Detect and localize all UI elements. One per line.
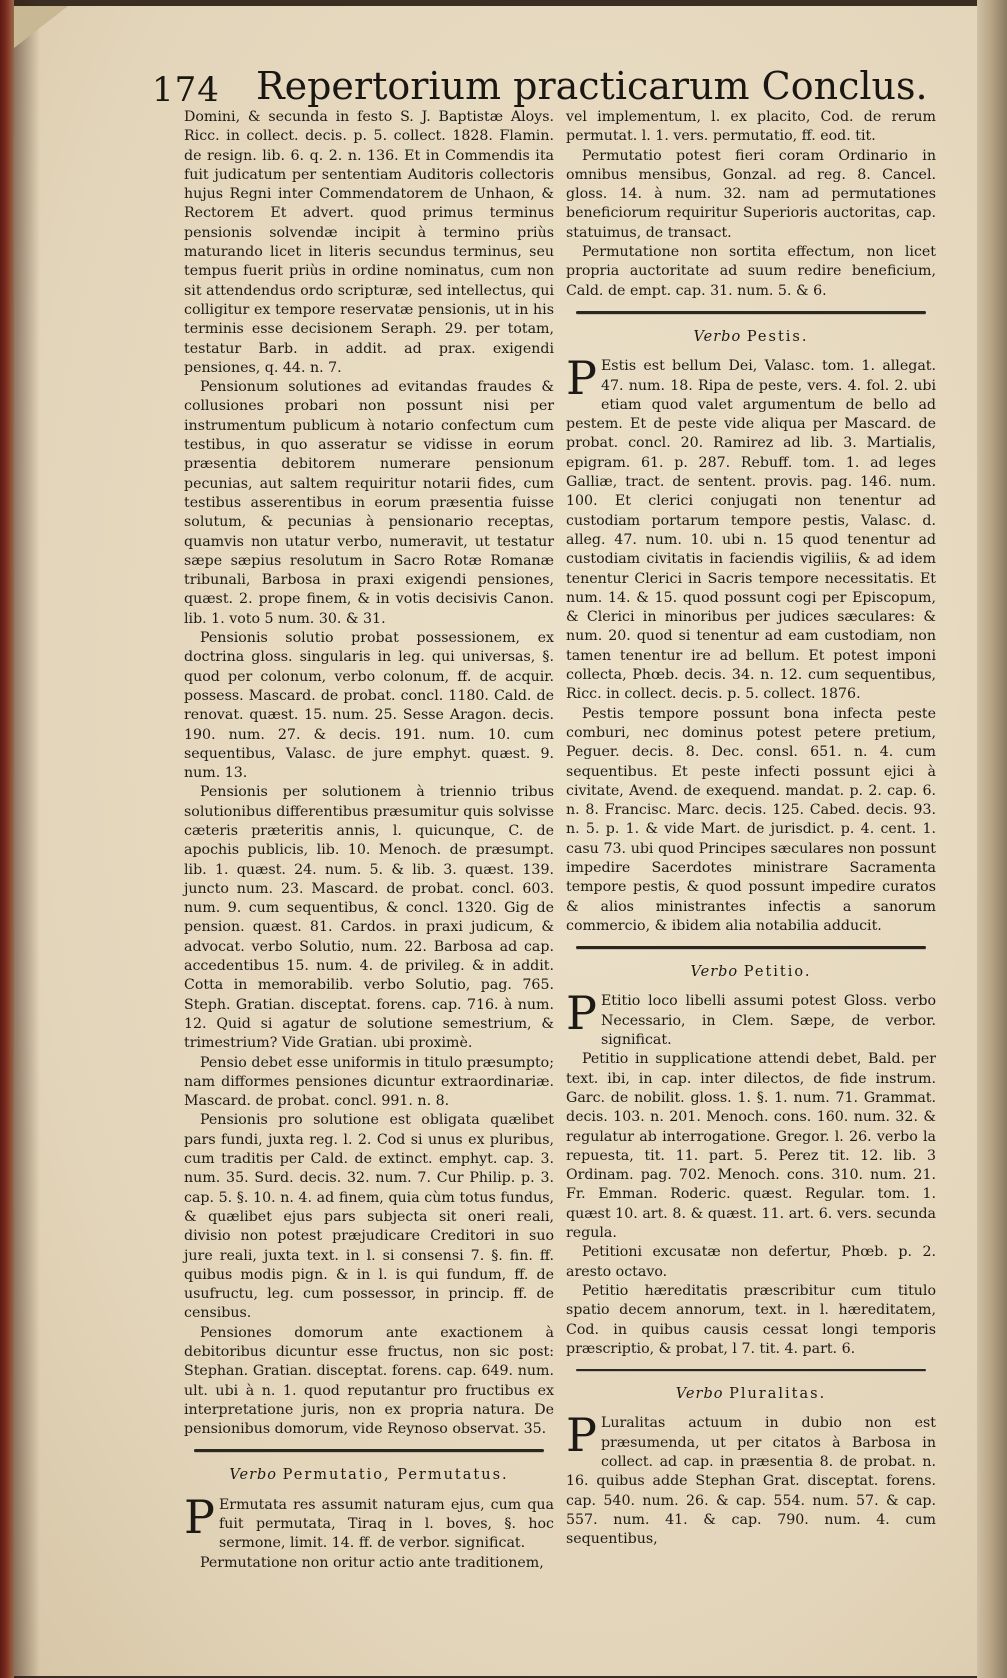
drop-cap: P xyxy=(566,351,597,406)
body-paragraph: Pensionis solutio probat possessionem, ex doctrina gloss. singularis in leg. qui universas, §. quod per colonum, verbo colonum, ff. de acquir. possess. Mascard. de probat. concl. 1180. Cald. de renovat. quæst. 15. num. 25. Sesse Aragon. decis. 190. num. 27. & decis. 191. num. 10. cum sequentibus, Valasc. de jure emphyt. quæst. 9. num. 13. xyxy=(184,630,554,782)
left-column xyxy=(184,108,554,1573)
section-heading-term: Pestis. xyxy=(746,328,809,345)
body-paragraph: Petitio hæreditatis præscribitur cum titulo spatio decem annorum, text. in l. hæreditatem, Cod. in quibus causis cessat longi temporis præscriptio, & probat, l 7. tit. 4. part. 6. xyxy=(566,1282,936,1357)
body-paragraph: Permutatione non oritur actio ante traditionem, xyxy=(200,1554,544,1571)
section-heading-term: Pluralitas. xyxy=(729,1386,827,1403)
paragraph-text: Etitio loco libelli assumi potest Gloss. verbo Necessario, in Clem. Sæpe, de verbor. significat. xyxy=(600,993,936,1049)
paragraph-text: Estis est bellum Dei, Valasc. tom. 1. allegat. 47. num. 18. Ripa de peste, vers. 4. fol. 2. ubi etiam quod valet argumentum de bello ad pestem. Et de peste vide aliqua per Mascard. de probat. concl. 20. Ramirez ad lib. 3. Martialis, epigram. 61. p. 287. Rebuff. tom. 1. ad leges Galliæ, tract. de sentent. provis. pag. 146. num. 100. Et clerici conjugati non tenentur ad custodiam portarum tempore pestis, Valasc. d. alleg. 47. num. 10. ubi n. 15 quod tenentur ad custodiam civitatis in faciendis vigiliis, & ad idem tenentur Clerici in Sacris tempore necessitatis. Et num. 14. & 15. quod possunt cogi per Episcopum, & Clerici in minoribus per judices sæculares: & num. 20. quod si tenentur ad eam custodiam, non tamen tenentur ire ad bellum. Et potest imponi collecta, Phœb. decis. 34. n. 12. cum sequentibus, Ricc. in collect. decis. p. 5. collect. 1876. xyxy=(566,358,936,703)
body-paragraph: Pensiones domorum ante exactionem à debitoribus dicuntur esse fructus, non sic post: Stephan. Gratian. disceptat. forens. cap. 649. num. ult. ubi à n. 1. quod reputantur pro fructibus ex interpretatione juris, non ex propria natura. De pensionibus domorum, vide Reynoso observat. 35. xyxy=(184,1324,554,1438)
section-first-paragraph xyxy=(566,986,936,1050)
body-paragraph: Pensio debet esse uniformis in titulo præsumpto; nam difformes pensiones dicuntur extraordinariæ. Mascard. de probat. concl. 991. n. 8. xyxy=(184,1054,554,1110)
section-heading-prefix: Verbo xyxy=(690,964,739,981)
body-paragraph: Pensionum solutiones ad evitandas fraudes & collusiones probari non possunt nisi per instrumentum publicum à notario confectum cum testibus, in quo asseratur se vidisse in eorum præsentia debitorem numerare pensionum pecunias, aut saltem requiritur notarii fides, cum testibus asserentibus in eorum præsentia fuisse solutum, & pecunias à pensionario receptas, quamvis non utatur verbo, numeravit, ut testatur sæpe sæpius resolutum in Sacro Rotæ Romanæ tribunali, Barbosa in praxi exigendi pensiones, quæst. 2. prope finem, & in votis decisivis Canon. lib. 1. voto 5 num. 30. & 31. xyxy=(184,379,554,627)
body-paragraph: Pensionis pro solutione est obligata quælibet pars fundi, juxta reg. l. 2. Cod si unus ex pluribus, cum traditis per Cald. de extinct. emphyt. cap. 3. num. 35. Surd. decis. 32. num. 7. Cur Philip. p. 3. cap. 5. §. 10. n. 4. ad finem, quia cùm totus fundus, & quælibet ejus pars subjecta sit oneri reali, divisio non potest præjudicare Creditori in suo jure reali, juxta text. in l. si consensi 7. §. fin. ff. quibus modis pign. & in l. is qui fundum, ff. de usufructu, leg. cum possessor, in princip. ff. de censibus. xyxy=(184,1112,554,1322)
folded-corner xyxy=(14,6,68,48)
section-first-paragraph xyxy=(566,351,936,704)
page-header xyxy=(152,62,952,112)
running-title: Repertorium practicarum Conclus. xyxy=(256,64,928,108)
section-heading-pluralitas xyxy=(566,1385,936,1404)
page-stack-edge xyxy=(977,0,1007,1678)
body-paragraph: Petitioni excusatæ non defertur, Phœb. p. 2. aresto octavo. xyxy=(566,1244,936,1280)
drop-cap: P xyxy=(566,986,597,1041)
body-paragraph: Petitio in supplicatione attendi debet, Bald. per text. ibi, in cap. inter dilectos, de fide instrum. Garc. de nobilit. gloss. 1. §. 1. num. 71. Grammat. decis. 103. n. 201. Menoch. cons. 160. num. 32. & regulatur ab interrogatione. Gregor. l. 26. verbo la repuesta, tit. 11. part. 5. Perez tit. 12. lib. 3 Ordinam. pag. 702. Menoch. cons. 310. num. 21. Fr. Emman. Roderic. quæst. Regular. tom. 1. quæst 10. art. 8. & quæst. 11. art. 6. vers. secunda regula. xyxy=(566,1051,936,1242)
section-heading-prefix: Verbo xyxy=(229,1467,278,1484)
section-heading-permutatio xyxy=(184,1466,554,1485)
body-paragraph: Pestis tempore possunt bona infecta peste comburi, nec dominus potest petere pretium, Peguer. decis. 8. Dec. consl. 651. n. 4. cum sequentibus. Et peste infecti possunt ejici à civitate, Avend. de exequend. mandat. p. 2. cap. 6. n. 8. Francisc. Marc. decis. 125. Cabed. decis. 93. n. 5. p. 1. & vide Mart. de jurisdict. p. 4. cent. 1. casu 73. ubi quod Principes sæculares non possunt impedire Sacerdotes ministrare Sacramenta tempore pestis, & quod possunt impedire curatos & alios ministrantes infectis a sanorum commercio, & ibidem alia notabilia adducit. xyxy=(566,705,936,934)
section-divider xyxy=(194,1449,544,1452)
section-first-paragraph xyxy=(184,1489,554,1554)
body-paragraph: vel implementum, l. ex placito, Cod. de rerum permutat. l. 1. vers. permutatio, ff. eod. tit. xyxy=(566,109,936,145)
section-first-paragraph xyxy=(566,1408,936,1549)
section-heading-term: Permutatio, Permutatus. xyxy=(282,1467,509,1484)
section-heading-prefix: Verbo xyxy=(675,1386,724,1403)
drop-cap: P xyxy=(566,1408,597,1463)
section-divider xyxy=(576,311,926,314)
body-paragraph: Permutatione non sortita effectum, non licet propria auctoritate ad suum redire beneficium, Cald. de empt. cap. 31. num. 5. & 6. xyxy=(566,244,936,299)
section-heading-term: Petitio. xyxy=(743,964,812,981)
section-heading-pestis xyxy=(566,328,936,347)
right-column xyxy=(566,108,936,1549)
section-divider xyxy=(576,946,926,949)
paragraph-text: Luralitas actuum in dubio non est præsumenda, ut per citatos à Barbosa in collect. ad cap. in præsentia 8. de probat. n. 16. quibus adde Stephan Grat. disceptat. forens. cap. 540. num. 26. & cap. 554. num. 57. & cap. 557. num. 41. & cap. 790. num. 4. cum sequentibus, xyxy=(566,1415,936,1548)
spine-shadow xyxy=(14,0,40,1678)
section-heading-petitio xyxy=(566,963,936,982)
body-paragraph: Pensionis per solutionem à triennio tribus solutionibus differentibus præsumitur quis solvisse cæteris præteritis annis, l. quicunque, C. de apochis publicis, lib. 10. Menoch. de præsumpt. lib. 1. quæst. 24. num. 5. & lib. 3. quæst. 139. juncto num. 23. Mascard. de probat. concl. 603. num. 9. cum sequentibus, & concl. 1320. Gig de pension. quæst. 81. Cardos. in praxi judicum, & advocat. verbo Solutio, num. 22. Barbosa ad cap. accedentibus 15. num. 4. de privileg. & in addit. Cotta in memorabilib. verbo Solutio, pag. 765. Steph. Gratian. disceptat. forens. cap. 716. à num. 12. Quid si agatur de solutione semestrium, & trimestrium? Vide Gratian. ubi proximè. xyxy=(184,784,554,1052)
section-divider xyxy=(576,1369,926,1371)
drop-cap: P xyxy=(184,1489,215,1544)
paragraph-text: Ermutata res assumit naturam ejus, cum qua fuit permutata, Tiraq in l. boves, §. hoc sermone, limit. 14. ff. de verbor. significat. xyxy=(218,1496,554,1552)
book-binding-edge xyxy=(0,0,14,1678)
body-paragraph: Permutatio potest fieri coram Ordinario in omnibus mensibus, Gonzal. ad reg. 8. Cancel. gloss. 14. à num. 32. nam ad permutationes beneficiorum requiritur Superioris auctoritas, cap. statuimus, de transact. xyxy=(566,147,936,241)
section-heading-prefix: Verbo xyxy=(693,328,742,345)
page-number: 174 xyxy=(152,70,220,110)
body-paragraph: Domini, & secunda in festo S. J. Baptistæ Aloys. Ricc. in collect. decis. p. 5. collect. 1828. Flamin. de resign. lib. 6. q. 2. n. 136. Et in Commendis ita fuit judicatum per sententiam Auditoris collectoris hujus Regni inter Commendatorem de Unhaon, & Rectorem Et advert. quod primus terminus pensionis solvendæ incipit à termino priùs maturando licet in literis secundus terminus, seu tempus fuerit priùs in ordine nominatus, cum non sit attendendus ordo scripturæ, sed intellectus, qui colligitur ex tempore reservatæ pensionis, ut in his terminis esse decisionem Seraph. 29. per totam, testatur Barb. in addit. ad prax. exigendi pensiones, q. 44. n. 7. xyxy=(184,109,554,376)
